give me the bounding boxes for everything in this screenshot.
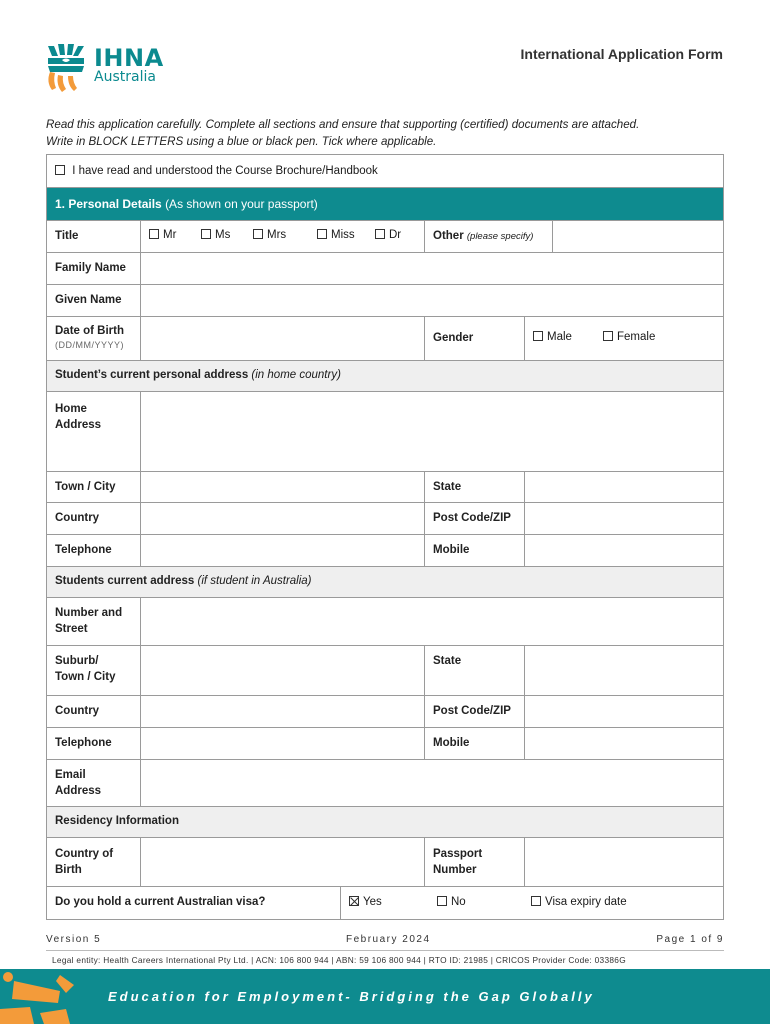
title-options	[140, 221, 424, 252]
other-note: (please specify)	[466, 231, 534, 242]
page-footer	[46, 934, 724, 945]
mrs-label: Mrs	[267, 229, 287, 241]
home-mobile-label: Mobile	[424, 535, 524, 566]
birth-passport-row	[47, 838, 723, 887]
home-country-input[interactable]	[140, 503, 424, 534]
gender-male-option[interactable]	[533, 331, 572, 343]
title-label: Title	[55, 230, 79, 242]
sun-rays-icon	[0, 969, 110, 1024]
legal-text: Legal entity: Health Careers International Pty Ltd. | ACN: 106 800 944 | ABN: 59 106 800 944 | RTO ID: 21985 | CRICOS Provider Code: 03386G	[52, 955, 626, 965]
family-name-label: Family Name	[55, 262, 126, 274]
visa-yes-label: Yes	[363, 896, 382, 908]
visa-expiry-option[interactable]	[531, 896, 627, 908]
miss-checkbox[interactable]	[317, 229, 327, 239]
dr-label: Dr	[389, 229, 402, 241]
page-title: International Application Form	[520, 46, 723, 62]
home-address-heading	[47, 361, 723, 392]
street-input[interactable]	[140, 598, 723, 645]
given-name-input[interactable]	[140, 285, 723, 316]
suburb-input[interactable]	[140, 646, 424, 695]
suburb-label-line2: Town / City	[55, 671, 116, 683]
aus-telephone-label: Telephone	[55, 737, 112, 749]
family-name-input[interactable]	[140, 253, 723, 284]
aus-state-input[interactable]	[524, 646, 723, 695]
email-label	[47, 760, 140, 806]
gender-label: Gender	[424, 317, 524, 360]
home-telephone-input[interactable]	[140, 535, 424, 566]
home-address-label	[47, 392, 140, 471]
cob-label-line1: Country of	[55, 848, 114, 860]
aus-mobile-input[interactable]	[524, 728, 723, 759]
brochure-checkbox[interactable]	[55, 165, 65, 175]
dob-label-cell	[47, 317, 140, 360]
visa-row	[47, 887, 723, 919]
suburb-label-line1: Suburb/	[55, 655, 99, 667]
male-checkbox[interactable]	[533, 331, 543, 341]
section-1-title: 1. Personal Details	[55, 197, 162, 211]
gender-options	[524, 317, 723, 360]
title-mr-option[interactable]	[149, 229, 176, 241]
passport-label	[424, 838, 524, 886]
cob-input[interactable]	[140, 838, 424, 886]
dob-label: Date of Birth	[55, 325, 124, 337]
sun-logo-icon	[44, 42, 92, 94]
mr-label: Mr	[163, 229, 177, 241]
logo-text-australia: Australia	[94, 69, 156, 85]
home-address-label-line2: Address	[55, 419, 102, 431]
home-telephone-label: Telephone	[55, 544, 112, 556]
dob-input[interactable]	[140, 317, 424, 360]
instructions-line-2: Write in BLOCK LETTERS using a blue or black pen. Tick where applicable.	[46, 135, 437, 148]
visa-no-checkbox[interactable]	[437, 896, 447, 906]
aus-country-row	[47, 696, 723, 728]
section-1-header	[47, 188, 723, 221]
mrs-checkbox[interactable]	[253, 229, 263, 239]
ms-label: Ms	[215, 229, 231, 241]
aus-address-heading-text: Students current address	[55, 575, 195, 587]
aus-mobile-label: Mobile	[424, 728, 524, 759]
home-address-row	[47, 392, 723, 472]
female-checkbox[interactable]	[603, 331, 613, 341]
instructions-line-1: Read this application carefully. Complete all sections and ensure that supporting (certified) documents are attached.	[46, 118, 640, 131]
miss-label: Miss	[331, 229, 355, 241]
street-label-line2: Street	[55, 623, 88, 635]
visa-no-label: No	[451, 896, 466, 908]
footer-divider	[46, 950, 724, 951]
brochure-label: I have read and understood the Course Brochure/Handbook	[72, 165, 378, 177]
section-1-note: (As shown on your passport)	[165, 197, 318, 211]
passport-label-line2: Number	[433, 864, 477, 876]
home-town-row	[47, 472, 723, 503]
given-name-row	[47, 285, 723, 317]
home-postcode-label: Post Code/ZIP	[424, 503, 524, 534]
application-form	[46, 154, 724, 920]
street-label-line1: Number and	[55, 607, 123, 619]
dr-checkbox[interactable]	[375, 229, 385, 239]
visa-no-option[interactable]	[437, 896, 466, 908]
home-postcode-input[interactable]	[524, 503, 723, 534]
logo-text-ihna: IHNA	[94, 44, 164, 72]
title-ms-option[interactable]	[201, 229, 230, 241]
email-row	[47, 760, 723, 807]
aus-address-heading	[47, 567, 723, 598]
other-title-label	[424, 221, 552, 252]
aus-postcode-label: Post Code/ZIP	[424, 696, 524, 727]
visa-yes-option[interactable]	[349, 896, 382, 908]
passport-input[interactable]	[524, 838, 723, 886]
home-town-label: Town / City	[55, 481, 116, 493]
home-address-heading-text: Student’s current personal address	[55, 369, 249, 381]
female-label: Female	[617, 331, 656, 343]
cob-label-line2: Birth	[55, 864, 82, 876]
home-address-note: (in home country)	[251, 369, 341, 381]
date-text: February 2024	[346, 934, 431, 945]
version-text: Version 5	[46, 934, 102, 945]
other-title-input[interactable]	[552, 221, 723, 252]
email-label-line2: Address	[55, 785, 102, 797]
passport-label-line1: Passport	[433, 848, 483, 860]
gender-female-option[interactable]	[603, 331, 655, 343]
other-label: Other	[433, 230, 464, 242]
suburb-row	[47, 646, 723, 696]
aus-telephone-input[interactable]	[140, 728, 424, 759]
title-miss-option[interactable]	[317, 229, 355, 241]
home-country-row	[47, 503, 723, 535]
email-input[interactable]	[140, 760, 723, 806]
aus-state-label: State	[424, 646, 524, 695]
suburb-label	[47, 646, 140, 695]
visa-expiry-label: Visa expiry date	[545, 896, 627, 908]
home-address-label-line1: Home	[55, 403, 87, 415]
given-name-label: Given Name	[55, 294, 122, 306]
page-number: Page 1 of 9	[656, 934, 724, 945]
visa-expiry-checkbox[interactable]	[531, 896, 541, 906]
home-state-input[interactable]	[524, 472, 723, 502]
aus-phone-row	[47, 728, 723, 760]
aus-address-note: (if student in Australia)	[197, 575, 312, 587]
brochure-row	[47, 155, 723, 188]
aus-postcode-input[interactable]	[524, 696, 723, 727]
male-label: Male	[547, 331, 572, 343]
aus-country-label: Country	[55, 705, 100, 717]
residency-heading	[47, 807, 723, 838]
visa-yes-checkbox[interactable]	[349, 896, 359, 906]
home-town-input[interactable]	[140, 472, 424, 502]
visa-question: Do you hold a current Australian visa?	[55, 896, 266, 908]
street-label	[47, 598, 140, 645]
ihna-logo	[44, 42, 174, 98]
ms-checkbox[interactable]	[201, 229, 211, 239]
mr-checkbox[interactable]	[149, 229, 159, 239]
instructions	[46, 116, 736, 150]
title-row	[47, 221, 723, 253]
home-phone-row	[47, 535, 723, 567]
home-state-label: State	[424, 472, 524, 502]
title-mrs-option[interactable]	[253, 229, 286, 241]
dob-gender-row	[47, 317, 723, 361]
residency-heading-text: Residency Information	[55, 815, 179, 827]
home-address-input[interactable]	[140, 392, 723, 471]
visa-options	[340, 887, 723, 919]
footer-banner	[0, 969, 770, 1024]
title-dr-option[interactable]	[375, 229, 401, 241]
home-mobile-input[interactable]	[524, 535, 723, 566]
cob-label	[47, 838, 140, 886]
street-row	[47, 598, 723, 646]
home-country-label: Country	[55, 512, 100, 524]
family-name-row	[47, 253, 723, 285]
aus-country-input[interactable]	[140, 696, 424, 727]
dob-format: (DD/MM/YYYY)	[55, 340, 124, 350]
tagline: Education for Employment- Bridging the Gap Globally	[108, 989, 595, 1004]
email-label-line1: Email	[55, 769, 86, 781]
